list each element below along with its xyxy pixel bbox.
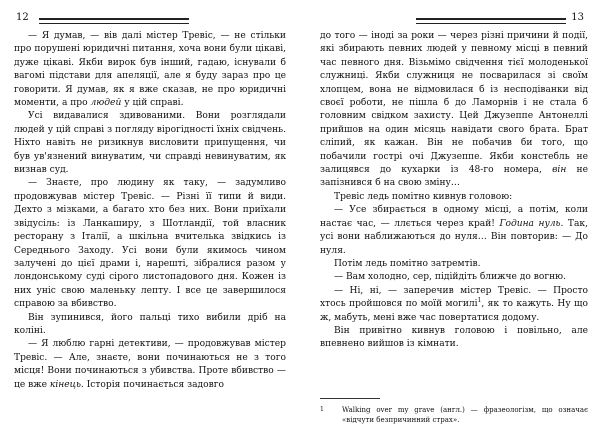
- paragraph: Він зупинився, його пальці тихо вибили дріб на коліні.: [14, 312, 286, 336]
- right-page: [300, 0, 600, 431]
- footnote-rule: [320, 398, 380, 399]
- paragraph: Усі видавалися здивованими. Вони розглядали людей у цій справі з погляду вірогідності їхніх свідчень. Ніхто навіть не ризикнув висловити припущення, чи був ув'язнений винуватим, чи справді невинуватим, як визнав суд.: [14, 111, 286, 176]
- paragraph: — Ні, ні, — заперечив містер Тревіс. — Просто хтось пройшовся по моїй могилі$^1$, як то кажуть. Ну що ж, мабуть, мені вже час повертатися додому.: [320, 285, 588, 323]
- paragraph: Він привітно кивнув головою і повільно, але впевнено вийшов із кімнати.: [320, 325, 588, 350]
- footnotes: [320, 398, 588, 425]
- right-page-body: [314, 30, 588, 352]
- paragraph: — Я думав, — вів далі містер Тревіс, — не стільки про порушені юридичні питання, хоча вони були цікаві, дуже цікаві. Якби вирок був інший, гадаю, існували б вагомі підстави для апеляції, але я буду зараз про це говорити. Я думав, як я вже сказав, не про юридичні моменти, а про людей у цій справі.: [14, 31, 286, 109]
- footnote-mark: 1: [320, 406, 324, 413]
- left-page-body: [14, 30, 286, 392]
- right-page-number: 13: [571, 12, 584, 23]
- left-header-rule: [39, 18, 189, 24]
- footnote-ref: 1: [477, 297, 482, 305]
- paragraph: до того — іноді за роки — через різні причини й події, які збирають певних людей у певному місці в певний час певного дня. Візьмімо свідчення тієї молоденької служниці. Якби служниця не посварилася зі своїм хлопцем, вона не відмовилася б із несподіванки від своєї роботи, не пішла б до Ламорнів і не стала б головним свідком захисту. Цей Джузеппе Антонеллі прийшов на один місяць навідати свого брата. Брат сліпий, як кажан. Він не побачив би того, що побачили гострі очі Джузеппе. Якби констебль не залицявся до кухарки із 48-го номера, він не запізнився б на свою зміну…: [320, 31, 588, 189]
- paragraph: Потім ледь помітно затремтів.: [334, 258, 481, 269]
- right-header-rule: [416, 18, 566, 24]
- paragraph: — Знаєте, про людину як таку, — задумливо продовжував містер Тревіс. — Різні її типи й види. Дехто з мізками, а багато хто без них. Вони приїхали звідусіль: із Ланкаширу, з Шотландії, той власник ресторану з Італії, а шкільна вчителька звідкись із Середнього Заходу. Усі вони були якимось чином залучені до цієї драми і, нарешті, зібралися разом у лондонському суді сірого листопадового дня. Кожен із них уніс свою маленьку лепту. І все це завершилося справою за вбивство.: [14, 178, 286, 310]
- footnote-text: Walking over my grave (англ.) — фразеологізм, що означає «відчути безпричинний страх».: [342, 406, 588, 424]
- footnote: [320, 405, 588, 425]
- paragraph: — Усе збирається в одному місці, а потім, коли настає час, — ллється через край! Година нуль. Так, усі вони наближаються до нуля… Він повторив: — До нуля.: [320, 205, 588, 256]
- paragraph: — Я люблю гарні детективи, — продовжував містер Тревіс. — Але, знаєте, вони починаються не з того місця! Вони починаються з убивства. Проте вбивство — це вже кінець. Історія починається задовго: [14, 339, 286, 390]
- paragraph: Тревіс ледь помітно кивнув головою:: [334, 191, 513, 202]
- left-page-number: 12: [16, 12, 29, 23]
- right-page-header: [314, 0, 588, 30]
- paragraph: — Вам холодно, сер, підійдіть ближче до вогню.: [334, 272, 566, 283]
- left-page-header: [14, 0, 286, 30]
